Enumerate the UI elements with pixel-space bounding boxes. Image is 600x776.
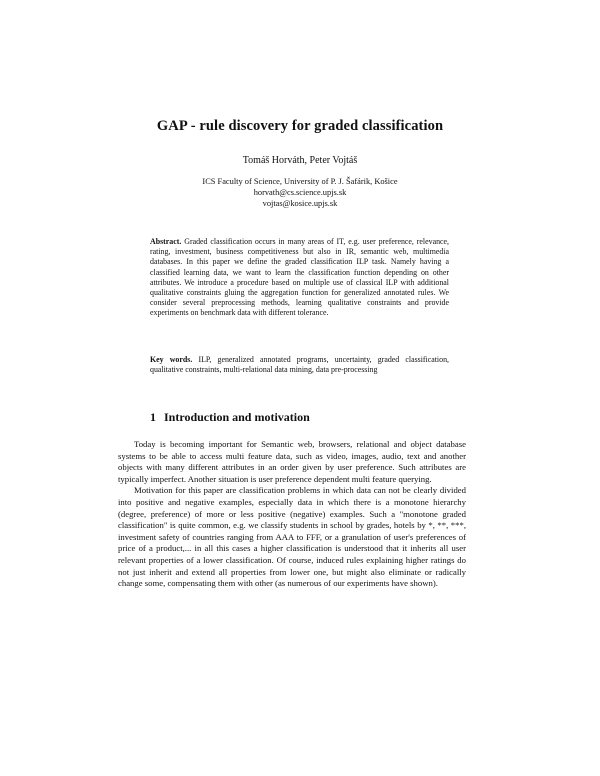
section-title: Introduction and motivation xyxy=(164,410,310,424)
body-paragraph: Motivation for this paper are classification problems in which data can not be clearly divided into positive and negative examples, especially data in which there is a monotone hierarchy (degree, preference) of more or less positive (negative) examples. Such a "monotone graded classification" is quite common, e.g. we classify students in school by grades, hotels by *, **, ***, investment safety of countries ranging from AAA to FFF, or a granulation of user's preferences of price of a product,... in all this cases a higher classification is understood that it inherits all user relevant properties of a lower classification. Of course, induced rules explaining higher ratings do not just inherit and extend all properties from lower one, but might also eliminate or radically change some, compensating them with other (as numerous of our experiments have shown). xyxy=(118,485,466,589)
section-number: 1 xyxy=(150,410,156,424)
paper-authors: Tomáš Horváth, Peter Vojtáš xyxy=(242,155,358,166)
abstract xyxy=(150,237,449,319)
abstract-text: Graded classification occurs in many areas of IT, e.g. user preference, relevance, rating, investment, business competitiveness but also in IR, semantic web, multimedia databases. In this paper we define the graded classification ILP task. Namely having a classified learning data, we want to learn the classification function depending on other attributes. We introduce a procedure based on multiple use of classical ILP with additional qualitative constraints gluing the aggregation function for generalized annotated rules. We consider several preprocessing methods, learning qualitative constraints and provide experiments on benchmark data with different tolerance. xyxy=(150,237,449,318)
affiliation-block xyxy=(0,176,600,209)
body-paragraph: Today is becoming important for Semantic web, browsers, relational and object database systems to be able to access multi feature data, such as video, images, audio, text and another objects with many different attributes in an order given by user preference. Such attributes are typically imperfect. Another situation is user preference dependent multi feature querying. xyxy=(118,439,466,484)
institution: ICS Faculty of Science, University of P. J. Šafárik, Košice xyxy=(202,177,398,186)
keywords-label: Key words. xyxy=(150,355,193,364)
email-horvath: horvath@cs.science.upjs.sk xyxy=(253,188,347,197)
section-heading xyxy=(150,410,310,425)
email-vojtas: vojtas@kosice.upjs.sk xyxy=(262,199,338,208)
keywords-text: ILP, generalized annotated programs, uncertainty, graded classification, qualitative constraints, multi-relational data mining, data pre-processing xyxy=(150,355,449,375)
section-body xyxy=(118,439,466,590)
abstract-label: Abstract. xyxy=(150,237,182,246)
keywords xyxy=(150,355,449,375)
paper-title: GAP - rule discovery for graded classification xyxy=(156,118,444,134)
